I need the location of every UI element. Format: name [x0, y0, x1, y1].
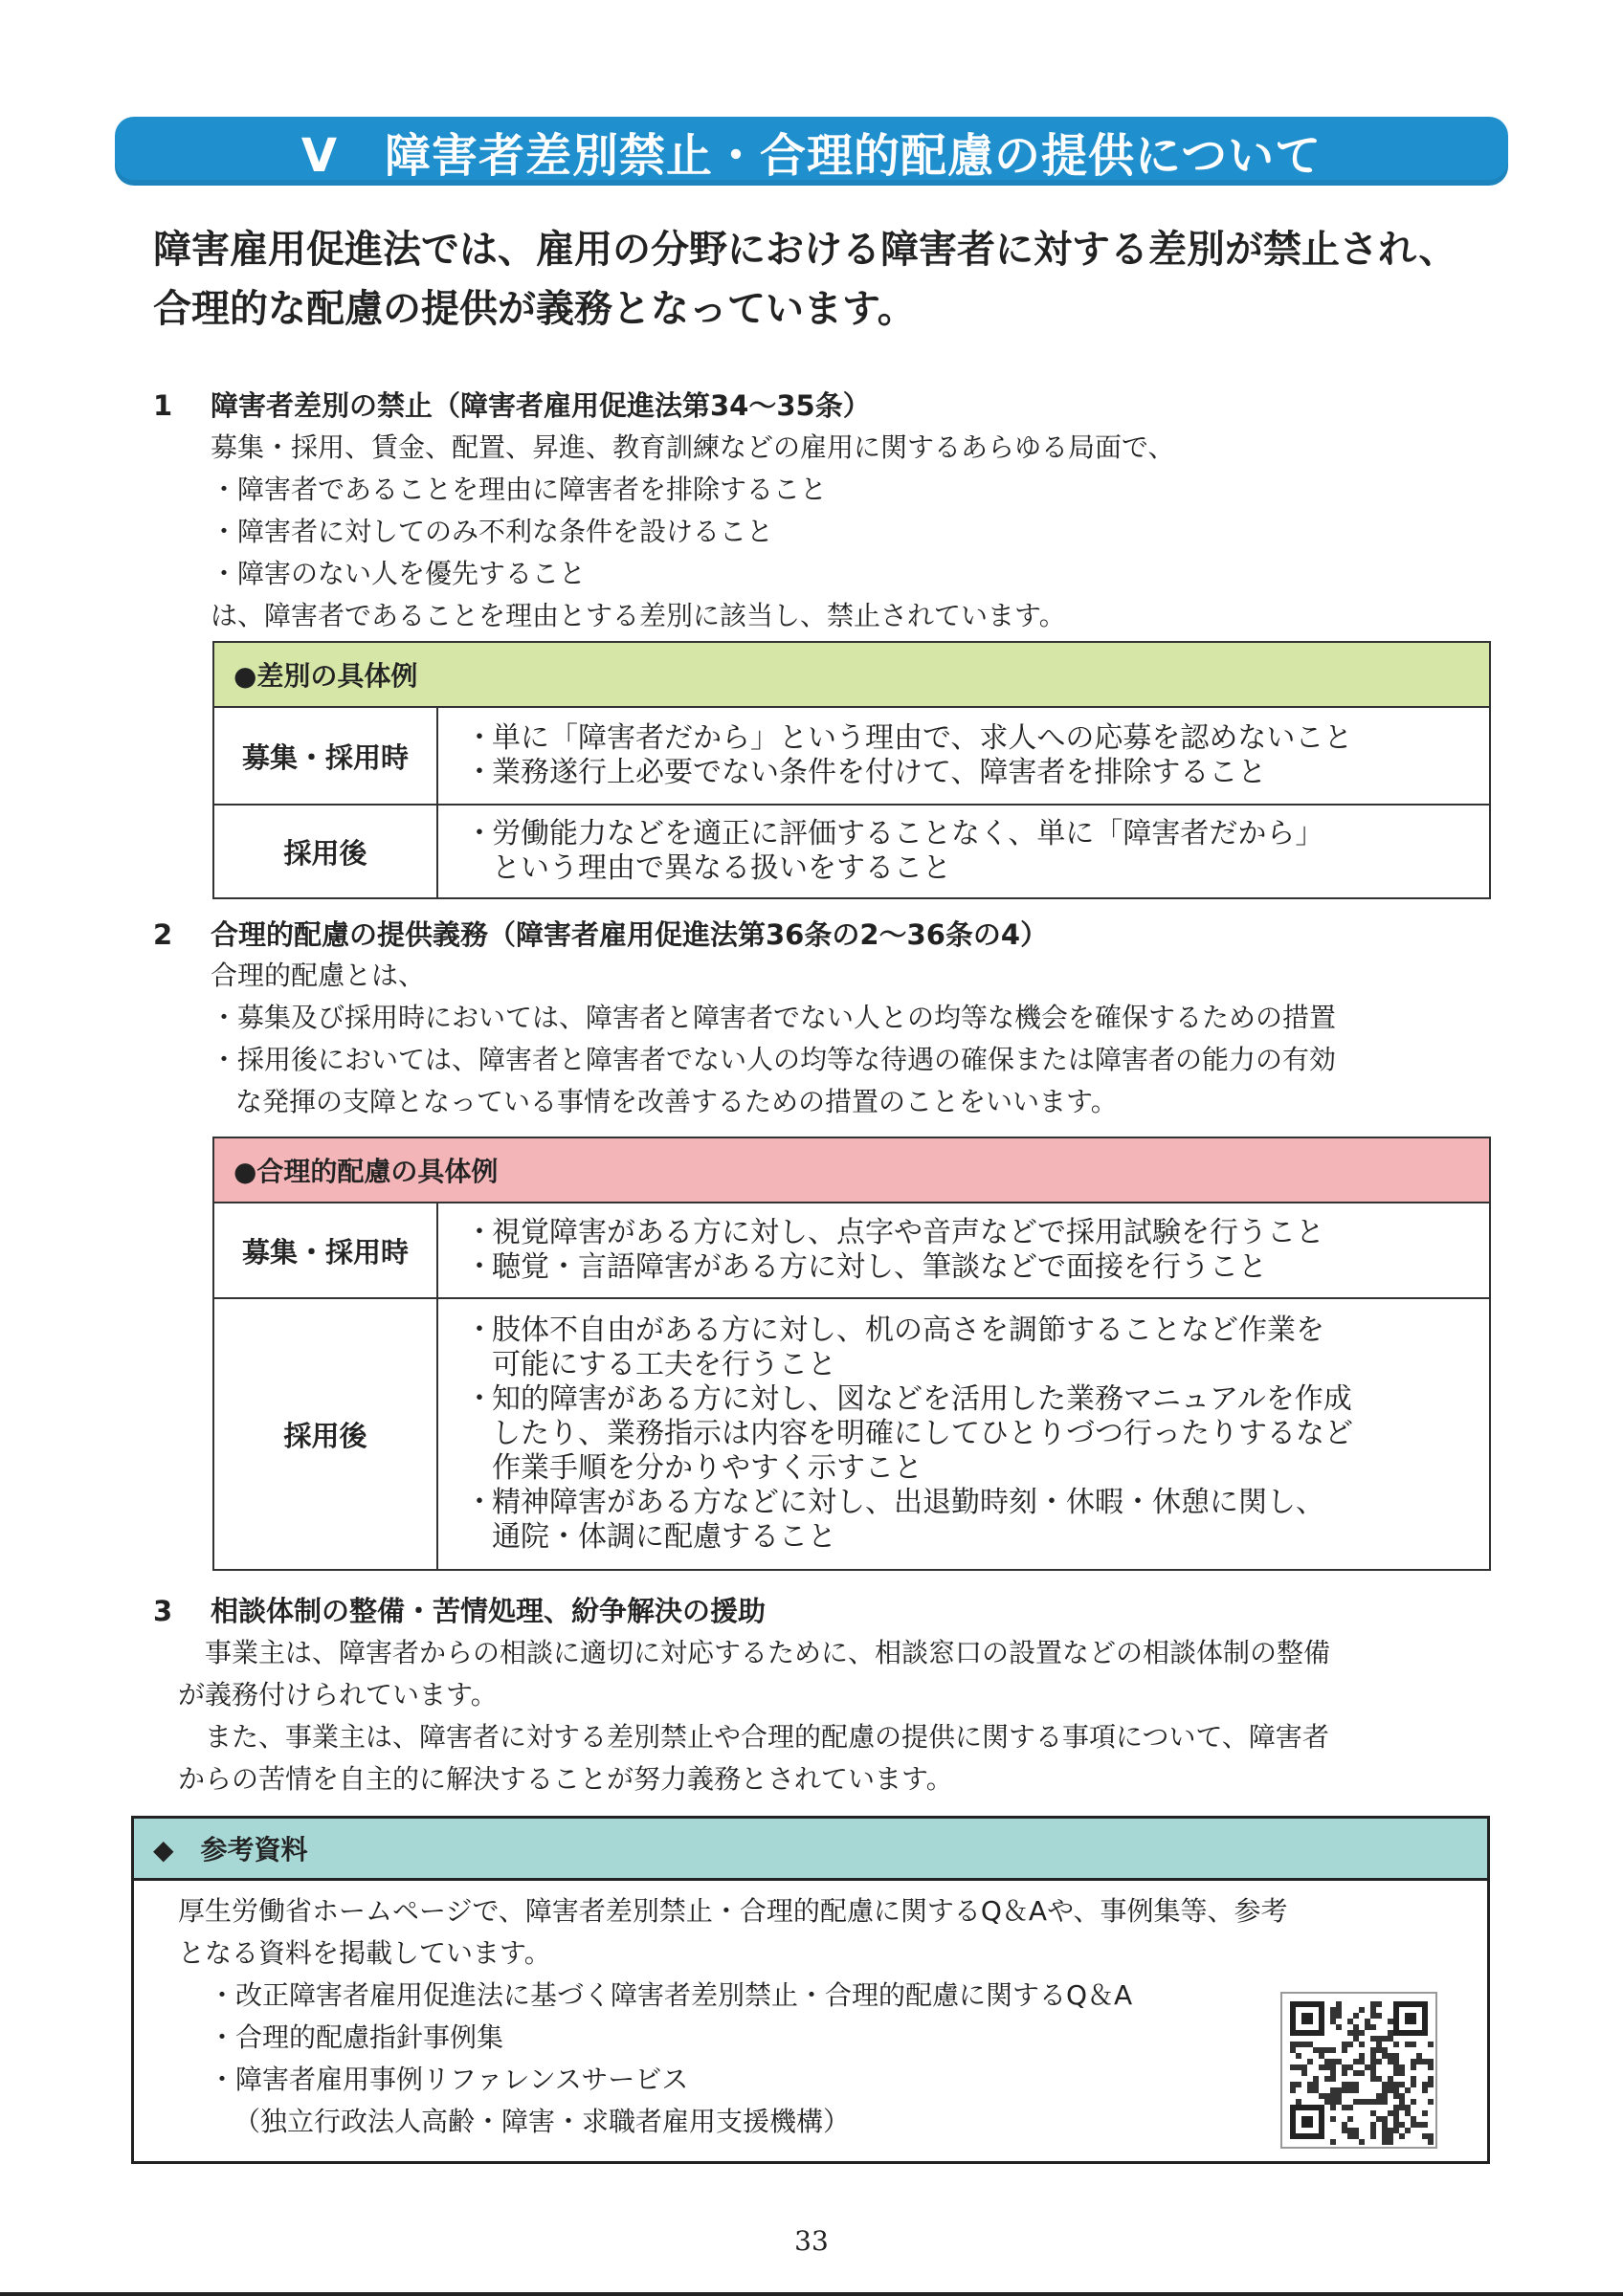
list-item: ・ 肢体不自由がある方に対し、机の高さを調節することなど作業を 可能にする工夫を行うこと: [465, 1314, 1324, 1381]
table-row-content: [437, 1203, 1490, 1298]
section-1-number: 1: [153, 389, 173, 422]
section-2-number: 2: [153, 918, 173, 951]
section-1-bullet: ・障害者であることを理由に障害者を排除すること: [211, 474, 828, 505]
intro-line-1: 障害雇用促進法では、雇用の分野における障害者に対する差別が禁止され、: [153, 228, 1457, 272]
reference-paragraph-line: となる資料を掲載しています。: [178, 1937, 551, 1969]
section-1-heading: 障害者差別の禁止（障害者雇用促進法第34～35条）: [211, 389, 871, 422]
section-1-bullet: ・障害のない人を優先すること: [211, 558, 587, 589]
table-row-label: 募集・採用時: [213, 1203, 437, 1298]
list-item: ・ 知的障害がある方に対し、図などを活用した業務マニュアルを作成 したり、業務指示は内容を明確にしてひとりづつ行ったりするなど 作業手順を分かりやすく示すこと: [465, 1382, 1353, 1485]
section-header-title: Ⅴ 障害者差別禁止・合理的配慮の提供について: [300, 128, 1323, 183]
discrimination-examples-table: [212, 641, 1491, 899]
table-row-content: [437, 805, 1490, 898]
section-3-title: [153, 1590, 766, 1629]
section-3-paragraph-line: からの苦情を自主的に解決することが努力義務とされています。: [178, 1763, 953, 1795]
section-2-title: [153, 914, 1048, 953]
list-item: ・ 業務遂行上必要でない条件を付けて、障害者を排除すること: [465, 756, 1267, 789]
section-3-paragraph-line: 事業主は、障害者からの相談に適切に対応するために、相談窓口の設置などの相談体制の整備: [178, 1637, 1331, 1668]
section-1-title: [153, 385, 871, 424]
qr-code-icon[interactable]: [1280, 1992, 1437, 2149]
reference-link-item[interactable]: ・合理的配慮指針事例集: [209, 2021, 504, 2053]
section-3-number: 3: [153, 1595, 173, 1627]
list-item: ・ 単に「障害者だから」という理由で、求人への応募を認めないこと: [465, 721, 1353, 755]
intro-paragraph: [153, 220, 1512, 339]
reference-paragraph-line: 厚生労働省ホームページで、障害者差別禁止・合理的配慮に関するQ＆Aや、事例集等、参考: [178, 1895, 1288, 1927]
table-row-label: 採用後: [213, 805, 437, 898]
list-item: ・ 精神障害がある方などに対し、出退勤時刻・休暇・休憩に関し、 通院・体調に配慮すること: [465, 1486, 1324, 1554]
section-2-body: [211, 955, 1336, 1123]
table-row-label: 採用後: [213, 1298, 437, 1570]
table-row-content: [437, 707, 1490, 805]
section-2-bullet: ・採用後においては、障害者と障害者でない人の均等な待遇の確保または障害者の能力の有効: [211, 1044, 1337, 1075]
section-2-bullet: ・募集及び採用時においては、障害者と障害者でない人との均等な機会を確保するための措置: [211, 1002, 1337, 1033]
intro-line-2: 合理的な配慮の提供が義務となっています。: [153, 287, 916, 331]
table-row-label: 募集・採用時: [213, 707, 437, 805]
reference-header: ◆ 参考資料: [134, 1819, 1487, 1881]
qr-code-graphic: [1282, 1994, 1435, 2147]
section-3-heading: 相談体制の整備・苦情処理、紛争解決の援助: [211, 1595, 767, 1627]
table-row-content: [437, 1298, 1490, 1570]
list-item: ・ 視覚障害がある方に対し、点字や音声などで採用試験を行うこと: [465, 1216, 1324, 1249]
section-3-body: [178, 1632, 1330, 1800]
bottom-rule: [0, 2292, 1623, 2296]
list-item: ・ 聴覚・言語障害がある方に対し、筆談などで面接を行うこと: [465, 1250, 1267, 1284]
reference-link-item[interactable]: ・改正障害者雇用促進法に基づく障害者差別禁止・合理的配慮に関するQ＆A: [209, 1979, 1133, 2011]
reference-note: （独立行政法人高齢・障害・求職者雇用支援機構）: [233, 2106, 851, 2137]
table-header: ●合理的配慮の具体例: [213, 1137, 1490, 1203]
reasonable-accommodation-examples-table: [212, 1137, 1491, 1571]
section-2-heading: 合理的配慮の提供義務（障害者雇用促進法第36条の2～36条の4）: [211, 918, 1049, 951]
section-1-bullet: ・障害者に対してのみ不利な条件を設けること: [211, 516, 774, 547]
section-3-paragraph-line: が義務付けられています。: [178, 1679, 498, 1711]
section-header-bar: [115, 117, 1508, 186]
section-3-paragraph-line: また、事業主は、障害者に対する差別禁止や合理的配慮の提供に関する事項について、障害者: [178, 1721, 1329, 1753]
list-item: ・ 労働能力などを適正に評価することなく、単に「障害者だから」 という理由で異なる扱いをすること: [465, 817, 1324, 885]
section-1-lead: 募集・採用、賃金、配置、昇進、教育訓練などの雇用に関するあらゆる局面で、: [211, 431, 1175, 463]
section-1-conclusion: は、障害者であることを理由とする差別に該当し、禁止されています。: [211, 600, 1066, 631]
table-header: ●差別の具体例: [213, 642, 1490, 707]
section-2-lead: 合理的配慮とは、: [211, 960, 426, 991]
section-2-bullet-cont: な発揮の支障となっている事情を改善するための措置のことをいいます。: [235, 1086, 1118, 1117]
page-number: 33: [794, 2225, 829, 2257]
reference-link-item[interactable]: ・障害者雇用事例リファレンスサービス: [209, 2064, 689, 2095]
section-1-body: [211, 427, 1174, 637]
